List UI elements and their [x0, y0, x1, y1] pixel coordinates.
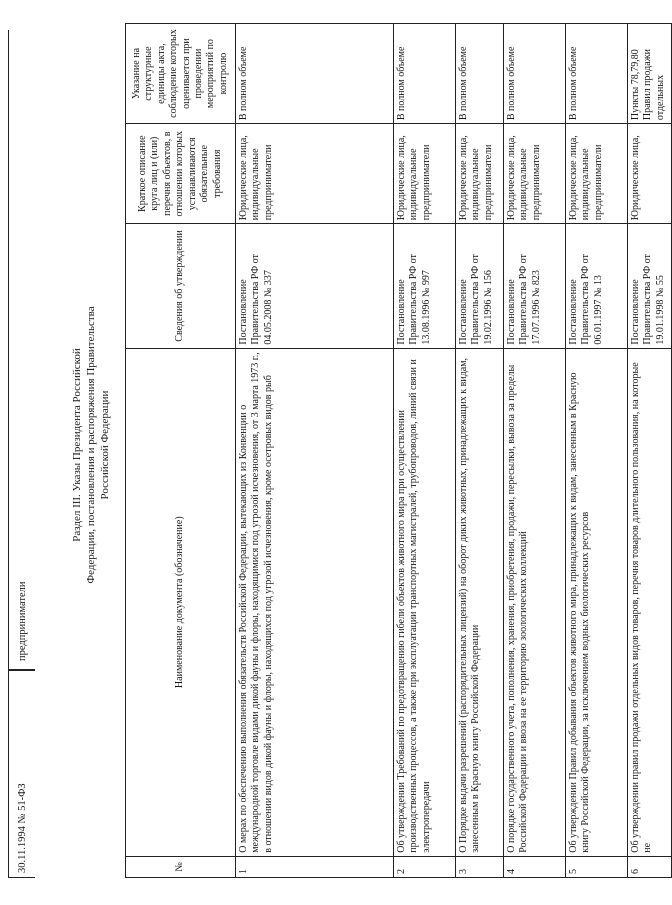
row-num: 1: [236, 856, 394, 877]
table-row: [394, 24, 456, 878]
table-row: [236, 24, 394, 878]
prev-table-law-cell: 30.11.1994 № 51-ФЗ: [8, 670, 35, 878]
row-circle: Юридические лица, индивидуальные предприниматели: [236, 124, 394, 224]
row-name: О Порядке выдачи разрешений (распорядительных лицензий) на оборот диких животных, принадлежащих к видам, занесенным в Красную книгу Российской Федерации: [456, 348, 504, 856]
table-row: [504, 24, 566, 878]
row-name: О мерах по обеспечению выполнения обязательств Российской Федерации, вытекающих из Конвенции о международной торговле видами дикой фауны и флоры, находящимися под угрозой исчезновения, от 3 марта 1973 г., в отношении видов дикой фауны и флоры, находящихся под угрозой исчезновения, кроме осетровых видов рыб: [236, 348, 394, 856]
row-circle: Юридические лица, индивидуальные предприниматели: [456, 124, 504, 224]
row-approval: Постановление Правительства РФ от 13.08.1996 № 997: [394, 224, 456, 348]
section-heading: [70, 165, 112, 725]
requirements-table: [125, 23, 672, 878]
prev-table-persons-cell: предприниматели: [8, 30, 35, 670]
row-approval: Постановление Правительства РФ от 04.05.2008 № 337: [236, 224, 394, 348]
row-num: 3: [456, 856, 504, 877]
row-scope: В полном объеме: [236, 24, 394, 124]
row-num: 5: [566, 856, 628, 877]
header-scope: Указание на структурные единицы акта, соблюдение которых оценивается при проведении мероприятий по контролю: [126, 24, 236, 124]
row-scope: В полном объеме: [456, 24, 504, 124]
row-name: Об утверждении Требований по предотвращению гибели объектов животного мира при осуществлении производственных процессов, а также при эксплуатации транспортных магистралей, трубопроводов, линий связи и электропередачи: [394, 348, 456, 856]
table-row: [456, 24, 504, 878]
header-circle: Краткое описание круга лиц и (или) перечня объектов, в отношении которых устанавливаются обязательные требования: [126, 124, 236, 224]
header-num: №: [126, 856, 236, 877]
row-scope: В полном объеме: [394, 24, 456, 124]
row-num: 4: [504, 856, 566, 877]
row-approval: Постановление Правительства РФ от 17.07.1996 № 823: [504, 224, 566, 348]
row-num: 2: [394, 856, 456, 877]
row-name: О порядке государственного учета, пополнения, хранения, приобретения, продажи, пересылки, вывоза за пределы Российской Федерации и ввоза на ее территорию зоологических коллекций: [504, 348, 566, 856]
row-approval: Постановление Правительства РФ от 19.01.1998 № 55: [628, 224, 672, 348]
section-heading-line-1: Раздел III. Указы Президента Российской: [71, 348, 83, 542]
row-circle: Юридические лица, индивидуальные предприниматели: [504, 124, 566, 224]
header-name: Наименование документа (обозначение): [126, 348, 236, 856]
row-approval: Постановление Правительства РФ от 06.01.1997 № 13: [566, 224, 628, 348]
table-row: [628, 24, 672, 878]
section-heading-line-3: Российской Федерации: [99, 390, 111, 500]
table-header-row: [126, 24, 236, 878]
row-circle: Юридические лица,: [628, 124, 672, 224]
row-name: Об утверждении Правил добывания объектов животного мира, принадлежащих к видам, занесенным в Красную книгу Российской Федерации, за исключением водных биологических ресурсов: [566, 348, 628, 856]
table-row: [566, 24, 628, 878]
row-circle: Юридические лица, индивидуальные предприниматели: [566, 124, 628, 224]
row-name: Об утверждении правил продажи отдельных видов товаров, перечня товаров длительного пользования, на которые не: [628, 348, 672, 856]
row-circle: Юридические лица, индивидуальные предприниматели: [394, 124, 456, 224]
header-approval: Сведения об утверждении: [126, 224, 236, 348]
row-approval: Постановление Правительства РФ от 19.02.1996 № 156: [456, 224, 504, 348]
row-num: 6: [628, 856, 672, 877]
section-heading-line-2: Федерации, постановления и распоряжения Правительства: [85, 306, 97, 584]
row-scope: В полном объеме: [504, 24, 566, 124]
row-scope: Пункты 78,79,80 Правил продажи отдельных: [628, 24, 672, 124]
row-scope: В полном объеме: [566, 24, 628, 124]
